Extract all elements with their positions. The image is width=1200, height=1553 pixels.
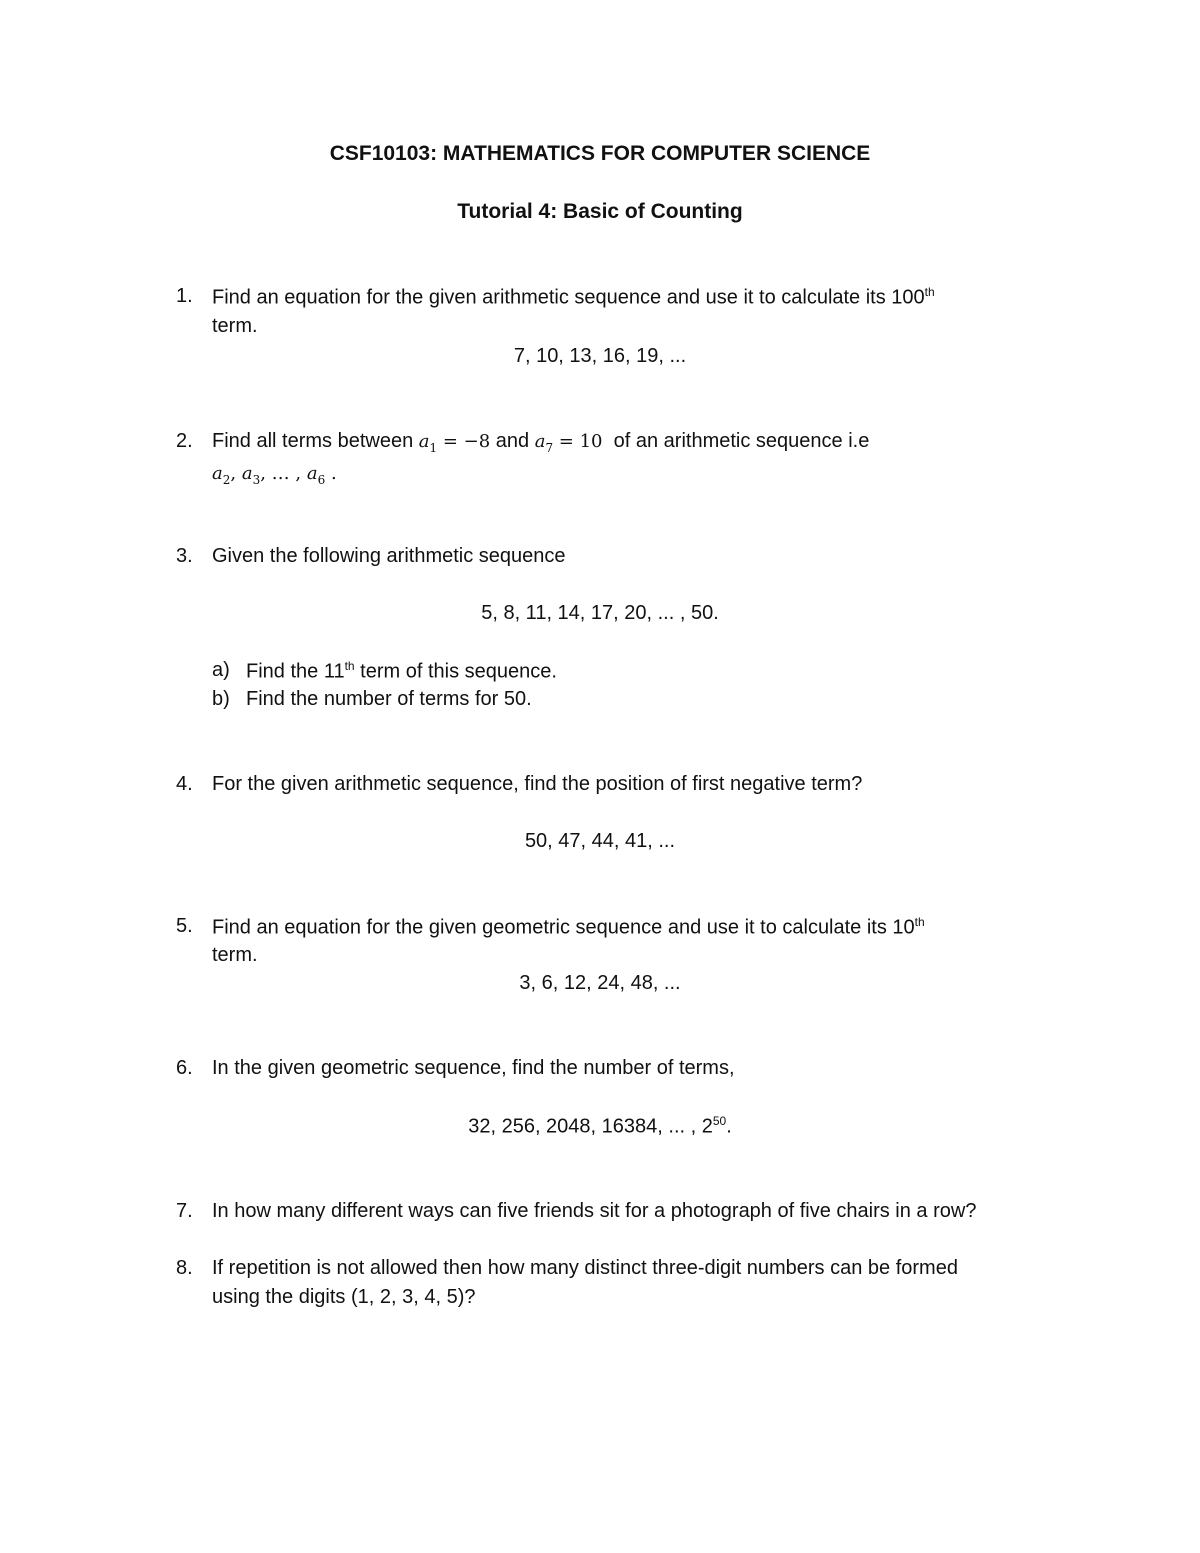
part-label: b) bbox=[212, 688, 230, 710]
sequence: 50, 47, 44, 41, ... bbox=[524, 830, 676, 852]
question-text-line: Find an equation for the given geometric sequence and use it to calculate its 10 bbox=[212, 916, 915, 939]
course-title: CSF10103: MATHEMATICS FOR COMPUTER SCIENCE bbox=[329, 142, 871, 165]
question-text-continued: term. bbox=[212, 944, 258, 966]
question-text-part: Find all terms between bbox=[212, 430, 414, 452]
question-text: Given the following arithmetic sequence bbox=[212, 545, 566, 567]
question-text: In how many different ways can five friends sit for a photograph of five chairs in a row? bbox=[212, 1200, 977, 1222]
question-text-line: Find an equation for the given arithmetic sequence and use it to calculate its 100 bbox=[212, 286, 925, 309]
question-number: 8. bbox=[176, 1257, 193, 1279]
question-text bbox=[212, 430, 869, 455]
question-number: 6. bbox=[176, 1057, 193, 1079]
question-text-continued: using the digits (1, 2, 3, 4, 5)? bbox=[212, 1286, 476, 1308]
question-text: For the given arithmetic sequence, find the position of first negative term? bbox=[212, 773, 863, 795]
superscript: th bbox=[924, 285, 935, 299]
question-text-part: and bbox=[495, 430, 530, 452]
question-number: 4. bbox=[176, 773, 193, 795]
sequence: 5, 8, 11, 14, 17, 20, ... , 50. bbox=[481, 602, 719, 624]
sequence: 3, 6, 12, 24, 48, ... bbox=[519, 972, 681, 994]
question-number: 1. bbox=[176, 285, 193, 307]
tutorial-title: Tutorial 4: Basic of Counting bbox=[457, 200, 743, 223]
part-text: Find the 11th term of this sequence. bbox=[246, 659, 557, 683]
question-text bbox=[212, 285, 935, 310]
question-text bbox=[212, 915, 925, 940]
math-a7: $a_7 = 10$ bbox=[534, 431, 603, 455]
question-text: If repetition is not allowed then how many distinct three-digit numbers can be formed bbox=[212, 1257, 958, 1279]
question-number: 3. bbox=[176, 545, 193, 567]
superscript: 50 bbox=[712, 1114, 727, 1128]
part-label: a) bbox=[212, 659, 230, 681]
question-text-continued: term. bbox=[212, 315, 258, 337]
question-text-part: of an arithmetic sequence i.e bbox=[613, 430, 870, 452]
sequence: 7, 10, 13, 16, 19, ... bbox=[513, 345, 687, 367]
question-number: 7. bbox=[176, 1200, 193, 1222]
part-text: Find the number of terms for 50. bbox=[246, 688, 532, 710]
superscript: th bbox=[914, 915, 925, 929]
superscript: th bbox=[344, 659, 355, 673]
question-number: 2. bbox=[176, 430, 193, 452]
sequence: 32, 256, 2048, 16384, ... , $2^{50}$. bbox=[468, 1114, 732, 1138]
question-text: In the given geometric sequence, find the number of terms, bbox=[212, 1057, 735, 1079]
math-term-range: $a_2$, $a_3$, … , $a_6$ . bbox=[212, 463, 337, 487]
question-number: 5. bbox=[176, 915, 193, 937]
math-a1: $a_1 = -8$ bbox=[418, 431, 491, 455]
